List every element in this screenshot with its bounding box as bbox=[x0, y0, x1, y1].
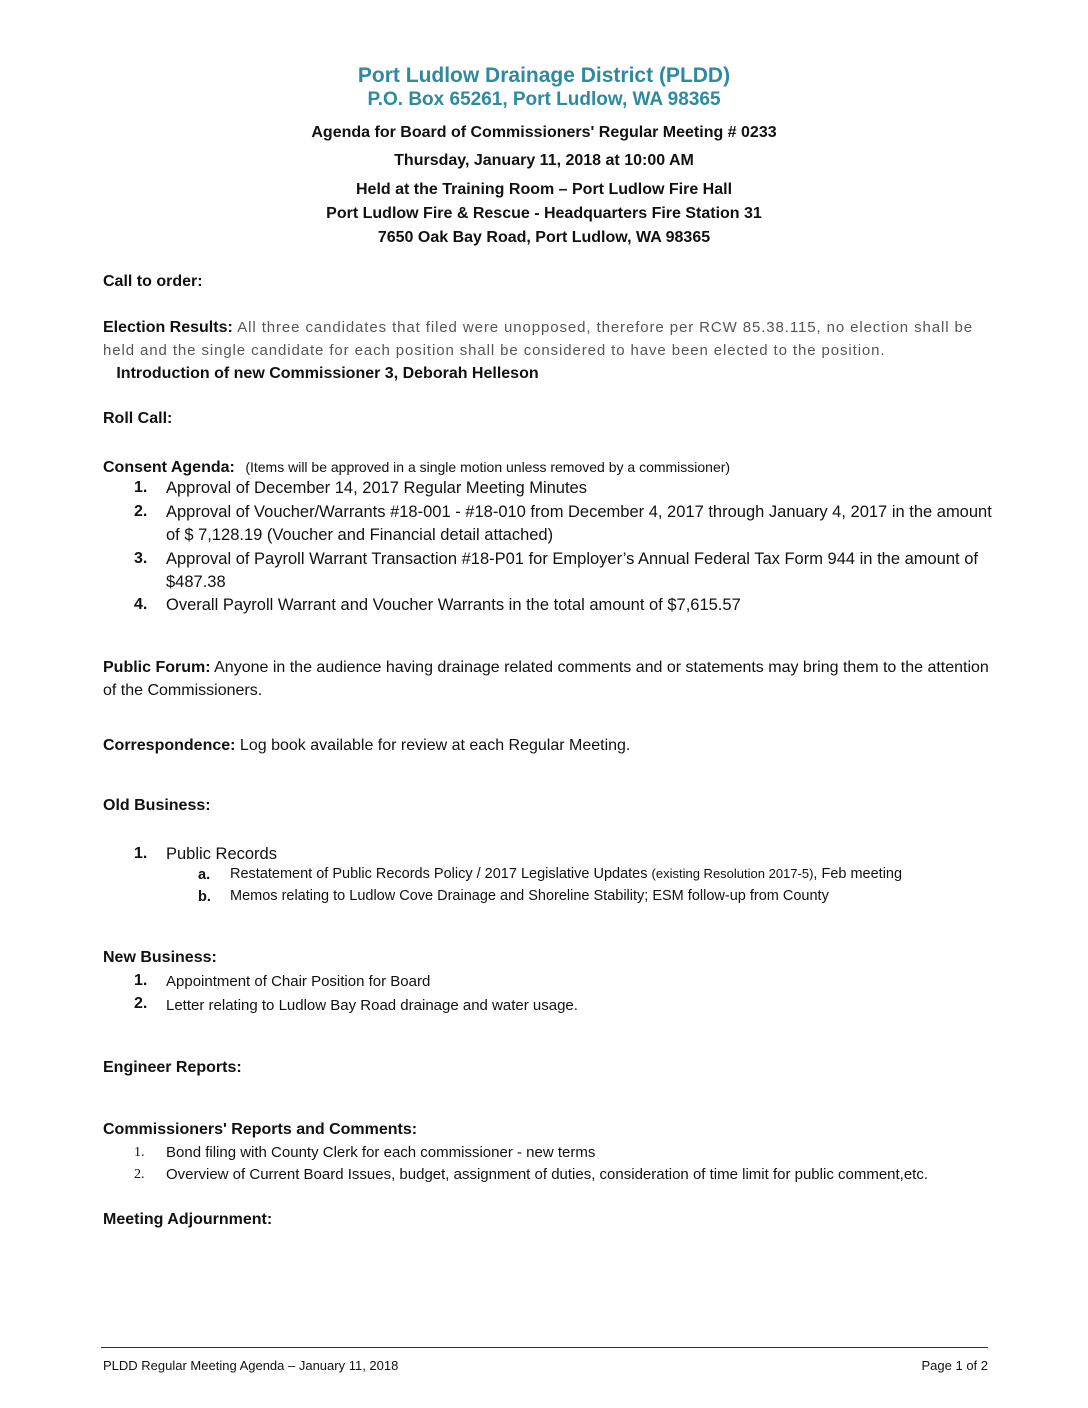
meeting-adjournment-heading: Meeting Adjournment: bbox=[103, 1211, 273, 1228]
new-business-item-2-number: 2. bbox=[134, 995, 148, 1012]
location-line-1: Held at the Training Room – Port Ludlow Fire Hall bbox=[355, 181, 733, 198]
consent-agenda-heading-row bbox=[103, 456, 993, 479]
agenda-title: Agenda for Board of Commissioners' Regular Meeting # 0233 bbox=[311, 124, 777, 141]
commissioners-item-2-text: Overview of Current Board Issues, budget, assignment of duties, consideration of time limit for public comment,etc. bbox=[166, 1166, 929, 1183]
correspondence-text: Log book available for review at each Regular Meeting. bbox=[239, 737, 631, 754]
consent-item-4-text: Overall Payroll Warrant and Voucher Warrants in the total amount of $7,615.57 bbox=[166, 596, 741, 614]
consent-item-1-text: Approval of December 14, 2017 Regular Meeting Minutes bbox=[166, 479, 587, 497]
meeting-date: Thursday, January 11, 2018 at 10:00 AM bbox=[394, 152, 694, 169]
public-forum-text: Anyone in the audience having drainage related comments and or statements may bring them to the attention of the Commissioners. bbox=[103, 659, 989, 699]
org-address: P.O. Box 65261, Port Ludlow, WA 98365 bbox=[367, 89, 721, 110]
election-results-section bbox=[103, 316, 993, 385]
commissioners-item-1-number: 1. bbox=[134, 1145, 145, 1160]
commissioners-item-1-text: Bond filing with County Clerk for each commissioner - new terms bbox=[166, 1144, 596, 1161]
old-business-subitem-a-letter: a. bbox=[198, 867, 211, 883]
footer-document-title: PLDD Regular Meeting Agenda – January 11, 2018 bbox=[103, 1358, 399, 1373]
old-business-subitem-b-letter: b. bbox=[198, 889, 211, 905]
footer-page-number: Page 1 of 2 bbox=[921, 1358, 988, 1373]
old-business-heading: Old Business: bbox=[103, 797, 211, 814]
new-business-item-1-text: Appointment of Chair Position for Board bbox=[166, 973, 431, 990]
old-business-subitem-a-note: (existing Resolution 2017-5) bbox=[651, 866, 814, 881]
engineer-reports-heading: Engineer Reports: bbox=[103, 1059, 242, 1076]
public-forum-section bbox=[103, 656, 993, 702]
new-business-item-2-text: Letter relating to Ludlow Bay Road drainage and water usage. bbox=[166, 997, 578, 1014]
new-business-heading: New Business: bbox=[103, 949, 217, 966]
election-results-label: Election Results: bbox=[103, 319, 233, 336]
consent-agenda-label: Consent Agenda: bbox=[103, 459, 235, 476]
org-name: Port Ludlow Drainage District (PLDD) bbox=[357, 64, 731, 87]
consent-item-2-number: 2. bbox=[134, 503, 148, 520]
consent-item-3-number: 3. bbox=[134, 550, 148, 567]
footer-divider bbox=[101, 1347, 988, 1348]
consent-item-2-text: Approval of Voucher/Warrants #18-001 - #18-010 from December 4, 2017 through January 4, 2017 in the amount of $ 7,128.19 (Voucher and Financial detail attached) bbox=[166, 503, 992, 544]
old-business-subitem-a-tail: , Feb meeting bbox=[813, 866, 903, 882]
public-forum-label: Public Forum: bbox=[103, 659, 211, 676]
location-line-2: Port Ludlow Fire & Rescue - Headquarters Fire Station 31 bbox=[326, 205, 762, 222]
call-to-order-heading: Call to order: bbox=[103, 273, 203, 290]
commissioners-reports-heading: Commissioners' Reports and Comments: bbox=[103, 1121, 418, 1138]
old-business-item-1-number: 1. bbox=[134, 845, 148, 862]
location-line-3: 7650 Oak Bay Road, Port Ludlow, WA 98365 bbox=[377, 229, 711, 246]
new-business-item-1-number: 1. bbox=[134, 972, 148, 989]
consent-item-3-text: Approval of Payroll Warrant Transaction #18-P01 for Employer’s Annual Federal Tax Form 944 in the amount of $487.38 bbox=[166, 550, 978, 591]
correspondence-section bbox=[103, 734, 993, 757]
consent-agenda-note: (Items will be approved in a single motion unless removed by a commissioner) bbox=[245, 459, 731, 475]
old-business-subitem-b-text: Memos relating to Ludlow Cove Drainage and Shoreline Stability; ESM follow-up from County bbox=[230, 888, 829, 904]
election-results-text: All three candidates that filed were unopposed, therefore per RCW 85.38.115, no election shall be held and the single candidate for each position shall be considered to have been elected to the position. bbox=[103, 319, 974, 359]
consent-item-4-number: 4. bbox=[134, 596, 148, 613]
old-business-subitem-a bbox=[230, 866, 1000, 882]
consent-item-1-number: 1. bbox=[134, 479, 148, 496]
new-commissioner-intro: Introduction of new Commissioner 3, Deborah Helleson bbox=[116, 365, 539, 382]
correspondence-label: Correspondence: bbox=[103, 737, 236, 754]
commissioners-item-2-number: 2. bbox=[134, 1167, 145, 1182]
roll-call-heading: Roll Call: bbox=[103, 410, 173, 427]
old-business-subitem-a-text: Restatement of Public Records Policy / 2017 Legislative Updates bbox=[230, 866, 648, 882]
old-business-item-1-text: Public Records bbox=[166, 845, 277, 863]
